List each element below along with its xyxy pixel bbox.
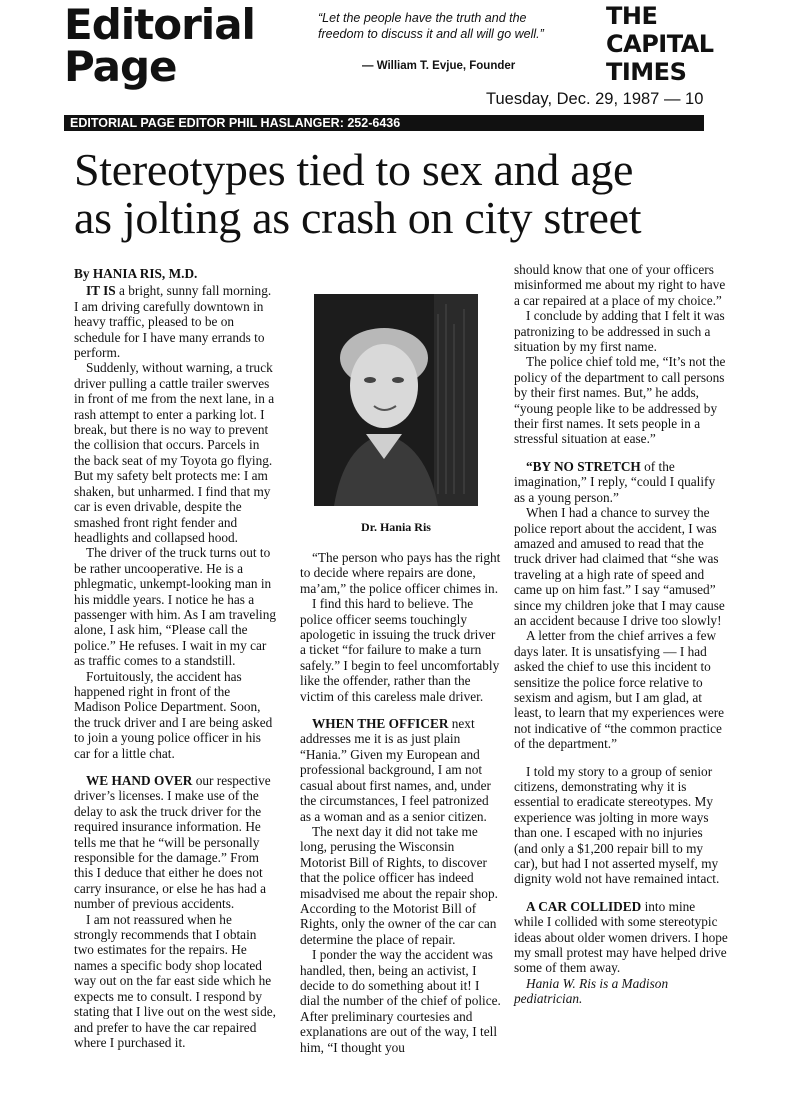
col2-paragraph: I find this hard to believe. The police officer seems touchingly apologetic in issuing the truck driver a ticket “for failure to make a turn safely.” I begin to feel uncomfortably like the offender, rather than the victim of this careless male driver. [300, 596, 500, 704]
col1-paragraph: The driver of the truck turns out to be rather uncooperative. He is a phlegmatic, unkempt-looking man in his middle years. I notice he has a passenger with him. As I am traveling alone, I ask him, “Please call the police.” He refuses. I wait in my car as traffic comes to a standstill. [74, 545, 276, 669]
col2-paragraph: I ponder the way the accident was handled, then, being an activist, I decide to do something about it! I dial the number of the chief of police. After preliminary courtesies and explanations are out of the way, I tell him, “I thought you [300, 947, 501, 1055]
col2-paragraph: The next day it did not take me long, perusing the Wisconsin Motorist Bill of Rights, to discover that the police officer has indeed misadvised me about the repair shop. According to the Motorist Bill of Rights, only the owner of the car can determine the place of repair. [300, 823, 498, 947]
quote-attribution: — William T. Evjue, Founder [362, 60, 516, 72]
col3-paragraph [514, 459, 728, 505]
paragraph-text: a bright, sunny fall morning. I am driving carefully downtown in heavy traffic, pleased to be on schedule for I have many errands to perform. [74, 283, 272, 361]
lead-in: A CAR COLLIDED [526, 898, 642, 914]
lead-in: IT IS [86, 283, 116, 299]
article-column-3 [514, 262, 728, 1007]
lead-in: “BY NO STRETCH [526, 458, 641, 474]
headline-line-2: as jolting as crash on city street [74, 192, 642, 243]
col1-paragraph: I am not reassured when he strongly recommends that I obtain two estimates for the repairs. He names a specific body shop located way out on the far east side which he expects me to consult. I respond by stating that I live out on the west side, and prefer to have the car repaired where I purchased it. [74, 911, 277, 1050]
col3-paragraph: The police chief told me, “It’s not the policy of the department to call persons by their first names. But,” he adds, “young people like to be addressed by their first names. It sets people in a stressful situation at ease.” [514, 354, 726, 447]
photo-caption: Dr. Hania Ris [361, 520, 431, 534]
logo-line-2: CAPITAL [606, 30, 714, 58]
masthead-line-1: Editorial [64, 0, 255, 49]
section-masthead [64, 0, 255, 91]
author-note: Hania W. Ris is a Madison pediatrician. [514, 975, 669, 1007]
col2-paragraph: “The person who pays has the right to decide where repairs are done, ma’am,” the police officer chimes in. [300, 550, 501, 596]
dateline: Tuesday, Dec. 29, 1987 — 10 [486, 90, 704, 108]
article-column-2 [300, 550, 502, 1055]
headline [74, 146, 734, 242]
col3-paragraph: When I had a chance to survey the police report about the accident, I was amazed and amused to read that the truck driver had claimed that “she was traveling at a high rate of speed and came up on him fast.” I say “amused” since my children joke that I may cause an accident because I drive too slowly! [514, 505, 725, 628]
col3-paragraph [514, 899, 728, 976]
paragraph-text: next addresses me it is as just plain “Hania.” Given my European and professional background, I am not casual about first names, and, under the circumstances, I feel patronized as a woman and as a senior citizen. [300, 716, 491, 824]
lead-in: WE HAND OVER [86, 773, 193, 788]
article-column-1 [74, 266, 278, 1050]
newspaper-logo [606, 2, 716, 86]
col3-paragraph: A letter from the chief arrives a few days later. It is unsatisfying — I had asked the chief to use this incident to sensitize the police force relative to sexism and agism, but I am glad, at least, to learn that my experiences were not indicative of “the common practice of the department.” [514, 628, 725, 752]
col3-paragraph: should know that one of your officers misinformed me about my right to have a car repaired at a place of my choice.” [514, 262, 726, 308]
col3-paragraph: I conclude by adding that I felt it was patronizing to be addressed in such a situation by my first name. [514, 308, 725, 355]
author-photo [314, 294, 478, 506]
col1-paragraph [74, 283, 278, 360]
founder-quote: “Let the people have the truth and the freedom to discuss it and all will go well.” [318, 11, 544, 41]
logo-line-3: TIMES [606, 58, 687, 86]
col2-paragraph [300, 716, 502, 824]
paragraph-text: our respective driver’s licenses. I make use of the delay to ask the truck driver for the required insurance information. He tells me that he “will be personally responsible for the damage.” From this I deduce that either he does not carry insurance, or else he has had a number of previous accidents. [74, 773, 271, 912]
col1-paragraph [74, 773, 278, 912]
col3-paragraph: I told my story to a group of senior citizens, demonstrating why it is essential to eradicate stereotypes. My experience was jolting in more ways than one. I escaped with no injuries (and only a $1,200 repair bill to my car), but had I not asserted myself, my dignity wold not have remained intact. [514, 763, 720, 887]
col1-paragraph: Suddenly, without warning, a truck driver pulling a cattle trailer swerves in front of me from the next lane, in a rash attempt to enter a parking lot. I break, but there is no way to prevent the collision that occurs. Parcels in the back seat of my Toyota go flying. But my safety belt protects me: I am shaken, but unharmed. I find that my car is even drivable, despite the smashed front right fender and headlights and collapsed hood. [74, 360, 275, 545]
paragraph-text: into mine while I collided with some stereotypic ideas about older women drivers. I hope my small protest may have helped drive some of them away. [514, 898, 728, 976]
byline: By HANIA RIS, M.D. [74, 266, 198, 281]
logo-line-1: THE [606, 2, 658, 30]
headline-line-1: Stereotypes tied to sex and age [74, 144, 634, 195]
portrait-image [314, 294, 478, 506]
editor-bar: EDITORIAL PAGE EDITOR PHIL HASLANGER: 252-6436 [64, 115, 704, 131]
paragraph-text: of the imagination,” I reply, “could I qualify as a young person.” [514, 458, 716, 505]
lead-in: WHEN THE OFFICER [312, 716, 449, 732]
masthead-line-2: Page [64, 42, 177, 91]
col1-paragraph: Fortuitously, the accident has happened right in front of the Madison Police Department. Soon, the truck driver and I are being asked to join a young police officer in his car for a little chat. [74, 668, 273, 761]
